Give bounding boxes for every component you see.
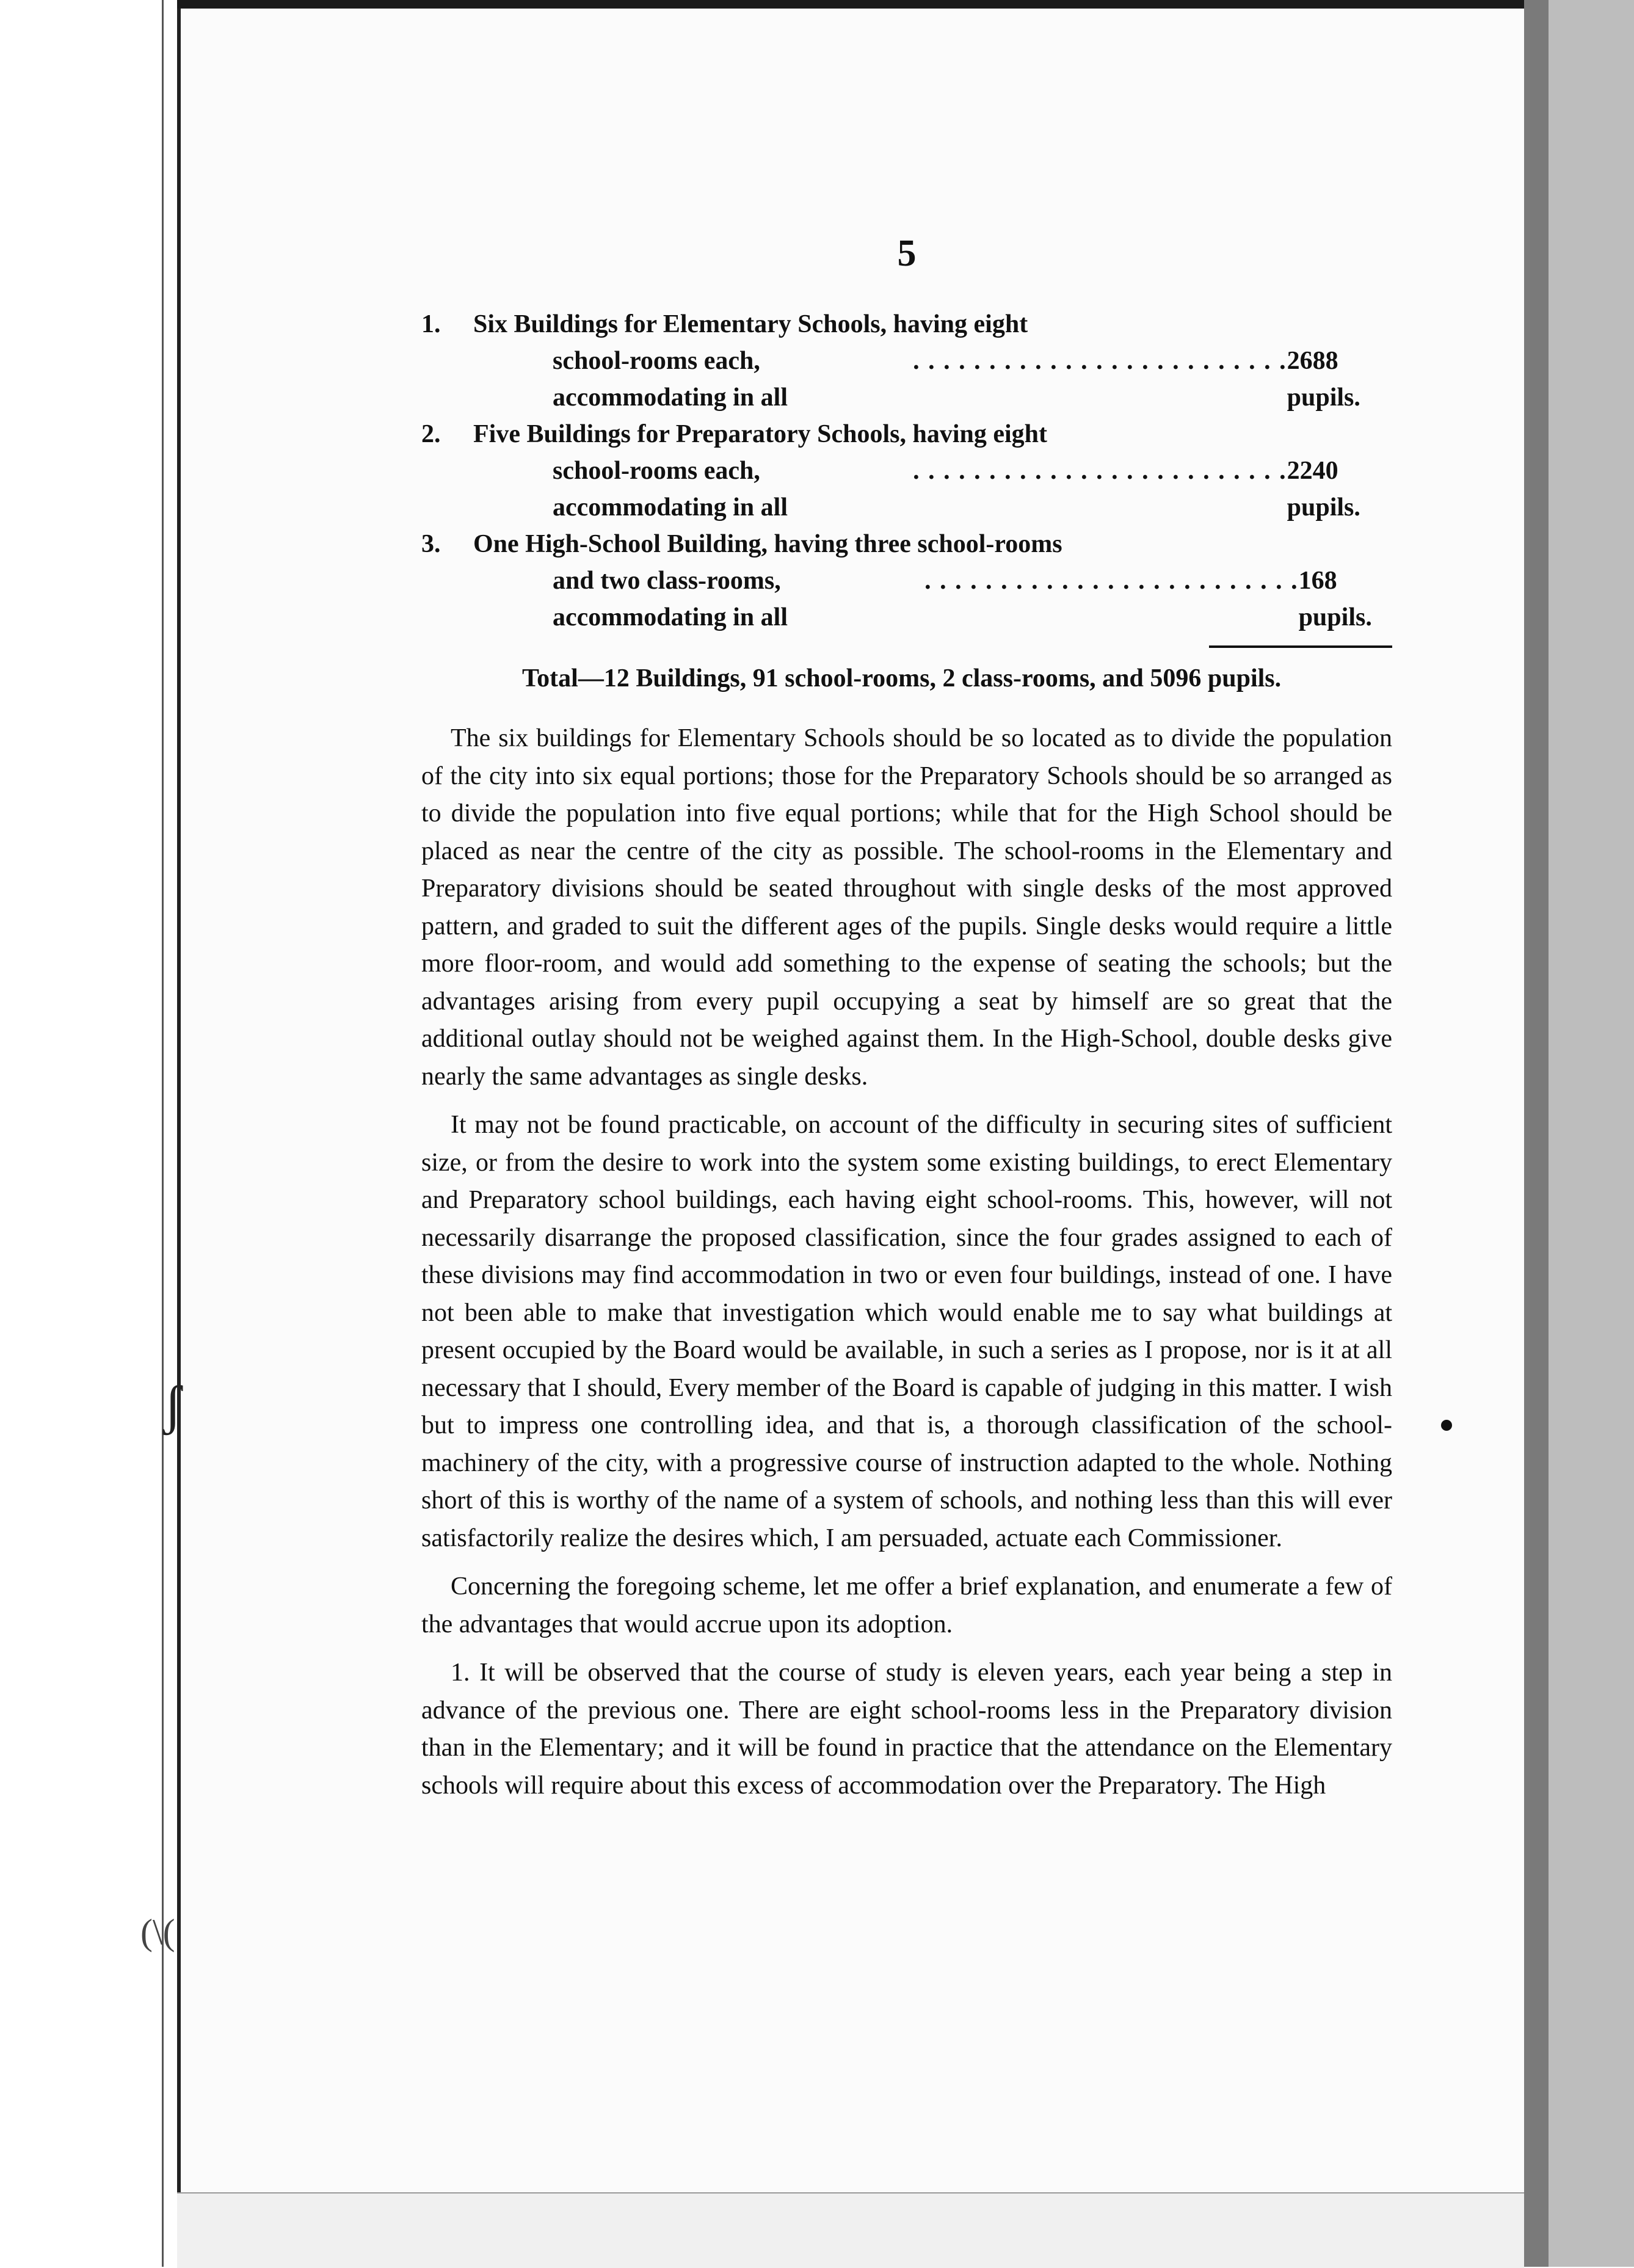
list-item-text: school-rooms each, accommodating in all xyxy=(553,347,788,412)
paragraph: The six buildings for Elementary Schools should be so located as to divide the population of the city into six equal portions; those for the Preparatory Schools should be so arranged as to divide the population into five equal portions; while that for the High School should be placed as near the centre of the city as possible. The school-rooms in the Elementary and Preparatory divisions should be seated throughout with single desks of the most approved pattern, and graded to suit the different ages of the pupils. Single desks would require a little more floor-room, and would add something to the expense of seating the schools; but the advantages arising from every pupil occupying a seat by himself are so great that the additional outlay should not be weighed against them. In the High-School, double desks give nearly the same advantages as single desks. xyxy=(421,724,1392,1091)
list-item-text: One High-School Building, having three school-rooms xyxy=(473,530,1062,558)
list-item-text: school-rooms each, accommodating in all xyxy=(553,457,788,522)
leader-dots: . . . . . . . . . . . . . . . . . . . . . . . . . xyxy=(924,567,1299,595)
right-edge-paper xyxy=(1549,0,1634,2267)
right-scan-edge xyxy=(1524,0,1634,2267)
leader-dots: . . . . . . . . . . . . . . . . . . . . . . . . . xyxy=(913,347,1287,375)
list-item xyxy=(421,306,1392,416)
margin-handwriting: (\( xyxy=(140,1912,175,1952)
total-line: Total—12 Buildings, 91 school-rooms, 2 class-rooms, and 5096 pupils. xyxy=(522,664,1282,692)
right-edge-shadow xyxy=(1524,0,1549,2267)
list-item-number: 1. xyxy=(421,310,441,338)
list-item xyxy=(421,416,1392,526)
list-item-value: 2240 pupils. xyxy=(1287,457,1360,522)
list-item-number: 2. xyxy=(421,420,441,448)
spine-notch-mark: ʃ xyxy=(164,1375,182,1436)
top-scan-edge xyxy=(177,0,1634,9)
ink-dot xyxy=(1441,1420,1452,1431)
list-item-text: Five Buildings for Preparatory Schools, having eight xyxy=(473,420,1047,448)
page-number: 5 xyxy=(897,233,917,274)
total-rule xyxy=(1209,645,1392,648)
list-item-value: 2688 pupils. xyxy=(1287,347,1360,412)
document-page xyxy=(421,232,1392,1805)
paragraph: It may not be found practicable, on account of the difficulty in securing sites of sufficient size, or from the desire to work into the system some existing buildings, to erect Elementary and Preparatory school buildings, each having eight school-rooms. This, however, will not necessarily disarrange the proposed classification, since the four grades assigned to each of these divisions may find accommodation in two or even four buildings, instead of one. I have not been able to make that investigation which would enable me to say what buildings at present occupied by the Board would be available, in such a series as I propose, nor is it at all necessary that I should, Every member of the Board is capable of judging in this matter. I wish but to impress one controlling idea, and that is, a thorough classification of the school-machinery of the city, with a progressive course of instruction adapted to the whole. Nothing short of this is worthy of the name of a system of schools, and nothing less than this will ever satisfactorily realize the desires which, I am persuaded, actuate each Commissioner. xyxy=(421,1111,1392,1552)
list-item-text: Six Buildings for Elementary Schools, having eight xyxy=(473,310,1028,338)
list-item-number: 3. xyxy=(421,530,441,558)
bottom-torn-edge xyxy=(177,2192,1524,2268)
list-item xyxy=(421,526,1392,636)
list-item-text: and two class-rooms, accommodating in all xyxy=(553,567,788,631)
list-item-value: 168 pupils. xyxy=(1298,567,1372,631)
paragraph: 1. It will be observed that the course of study is eleven years, each year being a step in advance of the previous one. There are eight school-rooms less in the Preparatory division than in the Elementary; and it will be found in practice that the attendance on the Elementary schools will require about this excess of accommodation over the Preparatory. The High xyxy=(421,1659,1392,1800)
leader-dots: . . . . . . . . . . . . . . . . . . . . . . . . . xyxy=(913,457,1287,485)
paragraph: Concerning the foregoing scheme, let me offer a brief explanation, and enumerate a few of the advantages that would accrue upon its adoption. xyxy=(421,1572,1392,1638)
